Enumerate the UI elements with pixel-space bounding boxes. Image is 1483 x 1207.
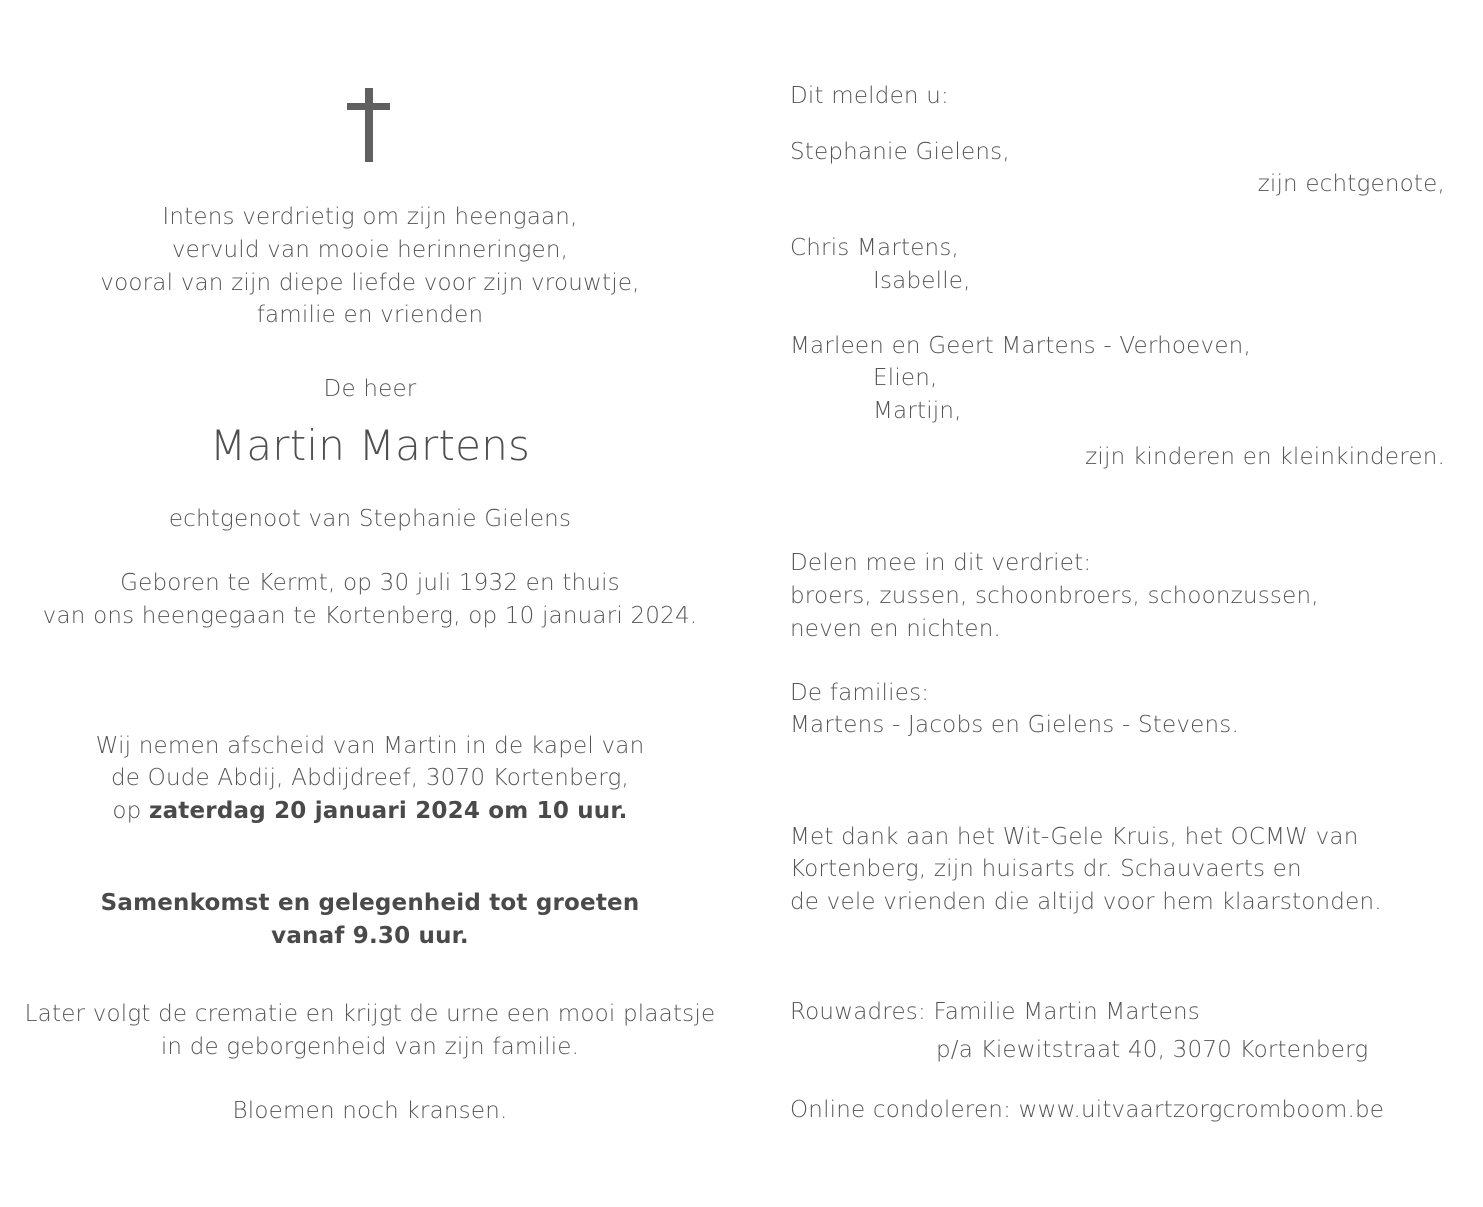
farewell-line: de Oude Abdij, Abdijdreef, 3070 Kortenberg,	[111, 765, 629, 791]
share-line: broers, zussen, schoonbroers, schoonzussen,	[790, 583, 1319, 609]
spouse-line: echtgenoot van Stephanie Gielens	[168, 506, 572, 532]
farewell-date: zaterdag 20 januari 2024 om 10 uur.	[149, 798, 628, 824]
cremation-line: in de geborgenheid van zijn familie.	[160, 1034, 580, 1060]
announce-line: Dit melden u:	[790, 83, 949, 109]
wife-name: Stephanie Gielens,	[790, 139, 1010, 165]
wife-role: zijn echtgenote,	[1257, 171, 1445, 197]
address-line: Rouwadres: Familie Martin Martens	[790, 999, 1200, 1025]
grandchild-name: Isabelle,	[873, 268, 971, 294]
farewell-prefix: op	[112, 798, 149, 824]
thanks-line: de vele vrienden die altijd voor hem klaarstonden.	[790, 889, 1382, 915]
address-line: p/a Kiewitstraat 40, 3070 Kortenberg	[936, 1037, 1369, 1063]
birth-death-line: van ons heengegaan te Kortenberg, op 10 januari 2024.	[42, 603, 698, 629]
families-line: De families:	[790, 680, 930, 706]
salutation: De heer	[323, 376, 417, 402]
deceased-name: Martin Martens	[209, 421, 531, 470]
farewell-line: Wij nemen afscheid van Martin in de kapel van	[95, 733, 645, 759]
grandchild-name: Martijn,	[873, 398, 962, 424]
grandchild-name: Elien,	[873, 365, 938, 391]
gathering-line: Samenkomst en gelegenheid tot groeten	[100, 890, 640, 916]
intro-line: vervuld van mooie herinneringen,	[171, 237, 569, 263]
farewell-date-line	[0, 795, 740, 828]
flowers-line: Bloemen noch kransen.	[232, 1098, 508, 1124]
children-role: zijn kinderen en kleinkinderen.	[1085, 444, 1445, 470]
thanks-line: Met dank aan het Wit-Gele Kruis, het OCMW van	[790, 824, 1359, 850]
families-line: Martens - Jacobs en Gielens - Stevens.	[790, 712, 1239, 738]
share-line: neven en nichten.	[790, 616, 1002, 642]
share-line: Delen mee in dit verdriet:	[790, 550, 1092, 576]
thanks-line: Kortenberg, zijn huisarts dr. Schauvaerts en	[790, 856, 1302, 882]
intro-line: familie en vrienden	[256, 302, 484, 328]
gathering-line: vanaf 9.30 uur.	[271, 923, 469, 949]
birth-death-line: Geboren te Kermt, op 30 juli 1932 en thuis	[120, 570, 620, 596]
child-name: Marleen en Geert Martens - Verhoeven,	[790, 333, 1251, 359]
cremation-line: Later volgt de crematie en krijgt de urne een mooi plaatsje	[24, 1001, 716, 1027]
online-condolence: Online condoleren: www.uitvaartzorgcromboom.be	[790, 1097, 1385, 1123]
intro-line: Intens verdrietig om zijn heengaan,	[162, 204, 578, 230]
child-name: Chris Martens,	[790, 235, 960, 261]
intro-line: vooral van zijn diepe liefde voor zijn vrouwtje,	[100, 270, 640, 296]
cross-icon	[347, 88, 390, 162]
